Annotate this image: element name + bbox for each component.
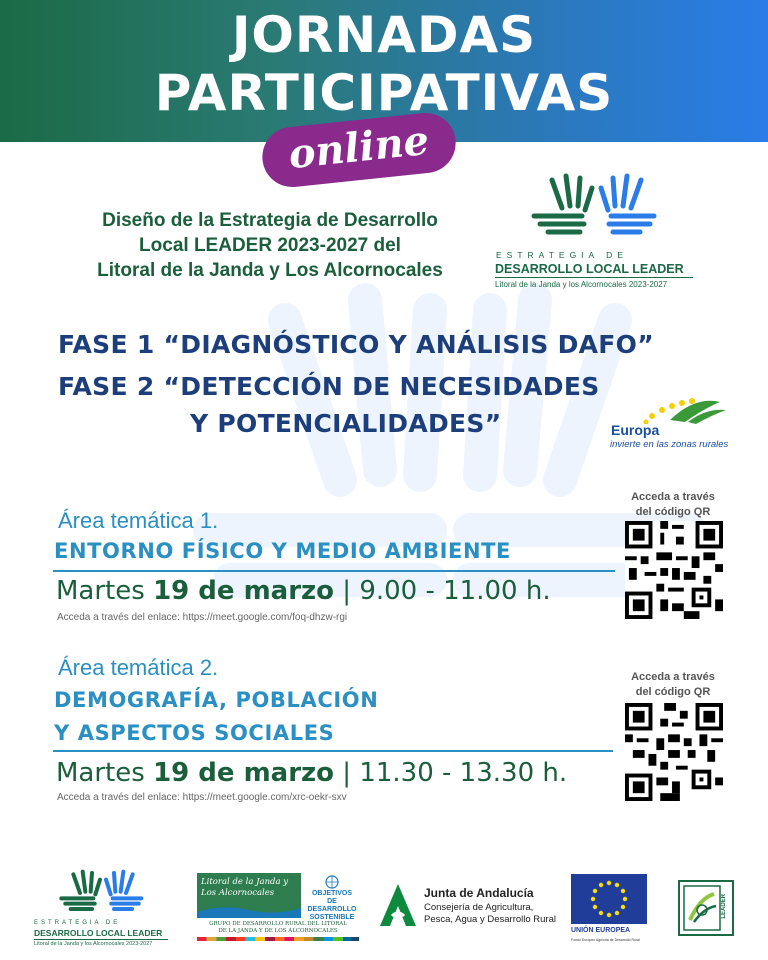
qr-caption-line: del código QR — [635, 686, 711, 698]
qr-code-icon[interactable] — [625, 703, 723, 801]
phase-2-heading: FASE 2 “DETECCIÓN DE NECESIDADES — [58, 372, 600, 401]
qr-code-icon[interactable] — [625, 521, 723, 619]
date-prefix: Martes — [56, 576, 154, 606]
eu-fund: Fondo Europeo Agrícola de Desarrollo Rural — [571, 938, 640, 942]
phase-1-heading: FASE 1 “DIAGNÓSTICO Y ANÁLISIS DAFO” — [58, 330, 654, 359]
footer-strategy-small: ESTRATEGIA DE — [34, 920, 121, 926]
date-day: 19 de marzo — [153, 758, 335, 788]
hands-logo-icon — [490, 168, 700, 248]
gdr-name-line: Los Alcornocales — [201, 888, 275, 898]
stars-icon — [610, 398, 728, 424]
gdr-caption — [197, 921, 359, 935]
ods-line: DE DESARROLLO — [307, 898, 357, 913]
area-2-meet-link[interactable]: Acceda a través del enlace: https://meet.google.com/xrc-oekr-sxv — [57, 792, 347, 803]
area-1-title: ENTORNO FÍSICO Y MEDIO AMBIENTE — [54, 539, 512, 563]
gdr-name — [201, 877, 288, 899]
area-2-label: Área temática 2. — [58, 655, 219, 680]
junta-andalucia-icon — [378, 882, 418, 928]
leader-label: LEADER — [721, 894, 727, 919]
gdr-name-line: Litoral de la Janda y — [201, 877, 289, 887]
page-title-line2: PARTICIPATIVAS — [154, 64, 614, 122]
gdr-caption-line: GRUPO DE DESARROLLO RURAL DEL LITORAL — [209, 921, 347, 927]
footer-strategy-logo — [32, 866, 172, 950]
divider — [53, 750, 613, 752]
area-1-qr-caption — [608, 490, 738, 520]
footer-strategy-name: DESARROLLO LOCAL LEADER — [34, 928, 163, 938]
area-2-qr-caption — [608, 670, 738, 700]
gdr-caption-line: DE LA JANDA Y DE LOS ALCORNOCALES — [218, 928, 338, 934]
online-badge: online — [259, 110, 458, 190]
subtitle-line: Local LEADER 2023-2027 del — [139, 235, 401, 256]
leader-logo-icon — [678, 880, 734, 936]
area-2-title-cont: Y ASPECTOS SOCIALES — [54, 721, 335, 745]
footer-strategy-tagline: Litoral de la Janda y los Alcornocales 2023-2027 — [34, 941, 153, 947]
strategy-logo — [490, 168, 700, 292]
eu-flag-icon — [571, 874, 647, 924]
landscape-icon — [197, 904, 301, 918]
area-1-date — [56, 576, 551, 606]
phase-2-heading-cont: Y POTENCIALIDADES” — [190, 409, 502, 438]
ods-badge — [305, 875, 359, 922]
gdr-logo — [197, 873, 359, 943]
area-2-title: DEMOGRAFÍA, POBLACIÓN — [54, 688, 379, 712]
date-day: 19 de marzo — [153, 576, 335, 606]
gdr-banner — [197, 873, 301, 918]
subtitle-line: Litoral de la Janda y Los Alcornocales — [97, 260, 443, 281]
hands-logo-icon — [32, 866, 172, 920]
date-time: | 9.00 - 11.00 h. — [334, 576, 551, 606]
area-1-meet-link[interactable]: Acceda a través del enlace: https://meet.google.com/foq-dhzw-rgi — [57, 612, 348, 623]
ods-line: SOSTENIBLE — [309, 914, 355, 921]
un-globe-icon — [325, 875, 339, 889]
junta-sub-line: Consejería de Agricultura, — [424, 902, 534, 913]
ods-line: OBJETIVOS — [311, 890, 353, 897]
junta-sub-line: Pesca, Agua y Desarrollo Rural — [424, 914, 557, 925]
eu-label: UNIÓN EUROPEA — [571, 927, 631, 934]
date-prefix: Martes — [56, 758, 154, 788]
qr-caption-line: del código QR — [635, 506, 711, 518]
qr-caption-line: Acceda a través — [631, 671, 715, 683]
divider — [495, 277, 693, 278]
strategy-logo-tagline: Litoral de la Janda y los Alcornocales 2023-2027 — [495, 280, 668, 289]
sdg-color-stripe — [197, 937, 359, 941]
junta-logo — [378, 880, 568, 940]
strategy-logo-name: DESARROLLO LOCAL LEADER — [495, 262, 684, 276]
area-2-date — [56, 758, 567, 788]
qr-caption-line: Acceda a través — [631, 491, 715, 503]
strategy-logo-small: ESTRATEGIA DE — [496, 250, 628, 260]
area-1-label: Área temática 1. — [58, 508, 219, 533]
europa-tagline: invierte en las zonas rurales — [610, 439, 729, 450]
europa-logo — [610, 398, 728, 454]
subtitle-line: Diseño de la Estrategia de Desarrollo — [102, 210, 438, 231]
junta-title: Junta de Andalucía — [424, 886, 534, 900]
date-time: | 11.30 - 13.30 h. — [334, 758, 568, 788]
event-subtitle — [70, 208, 470, 283]
page-title-line1: JORNADAS — [231, 6, 537, 64]
divider — [34, 939, 168, 940]
divider — [53, 570, 615, 572]
europa-word: Europa — [611, 422, 660, 438]
eu-logo — [571, 874, 651, 946]
junta-subtitle — [424, 902, 556, 926]
